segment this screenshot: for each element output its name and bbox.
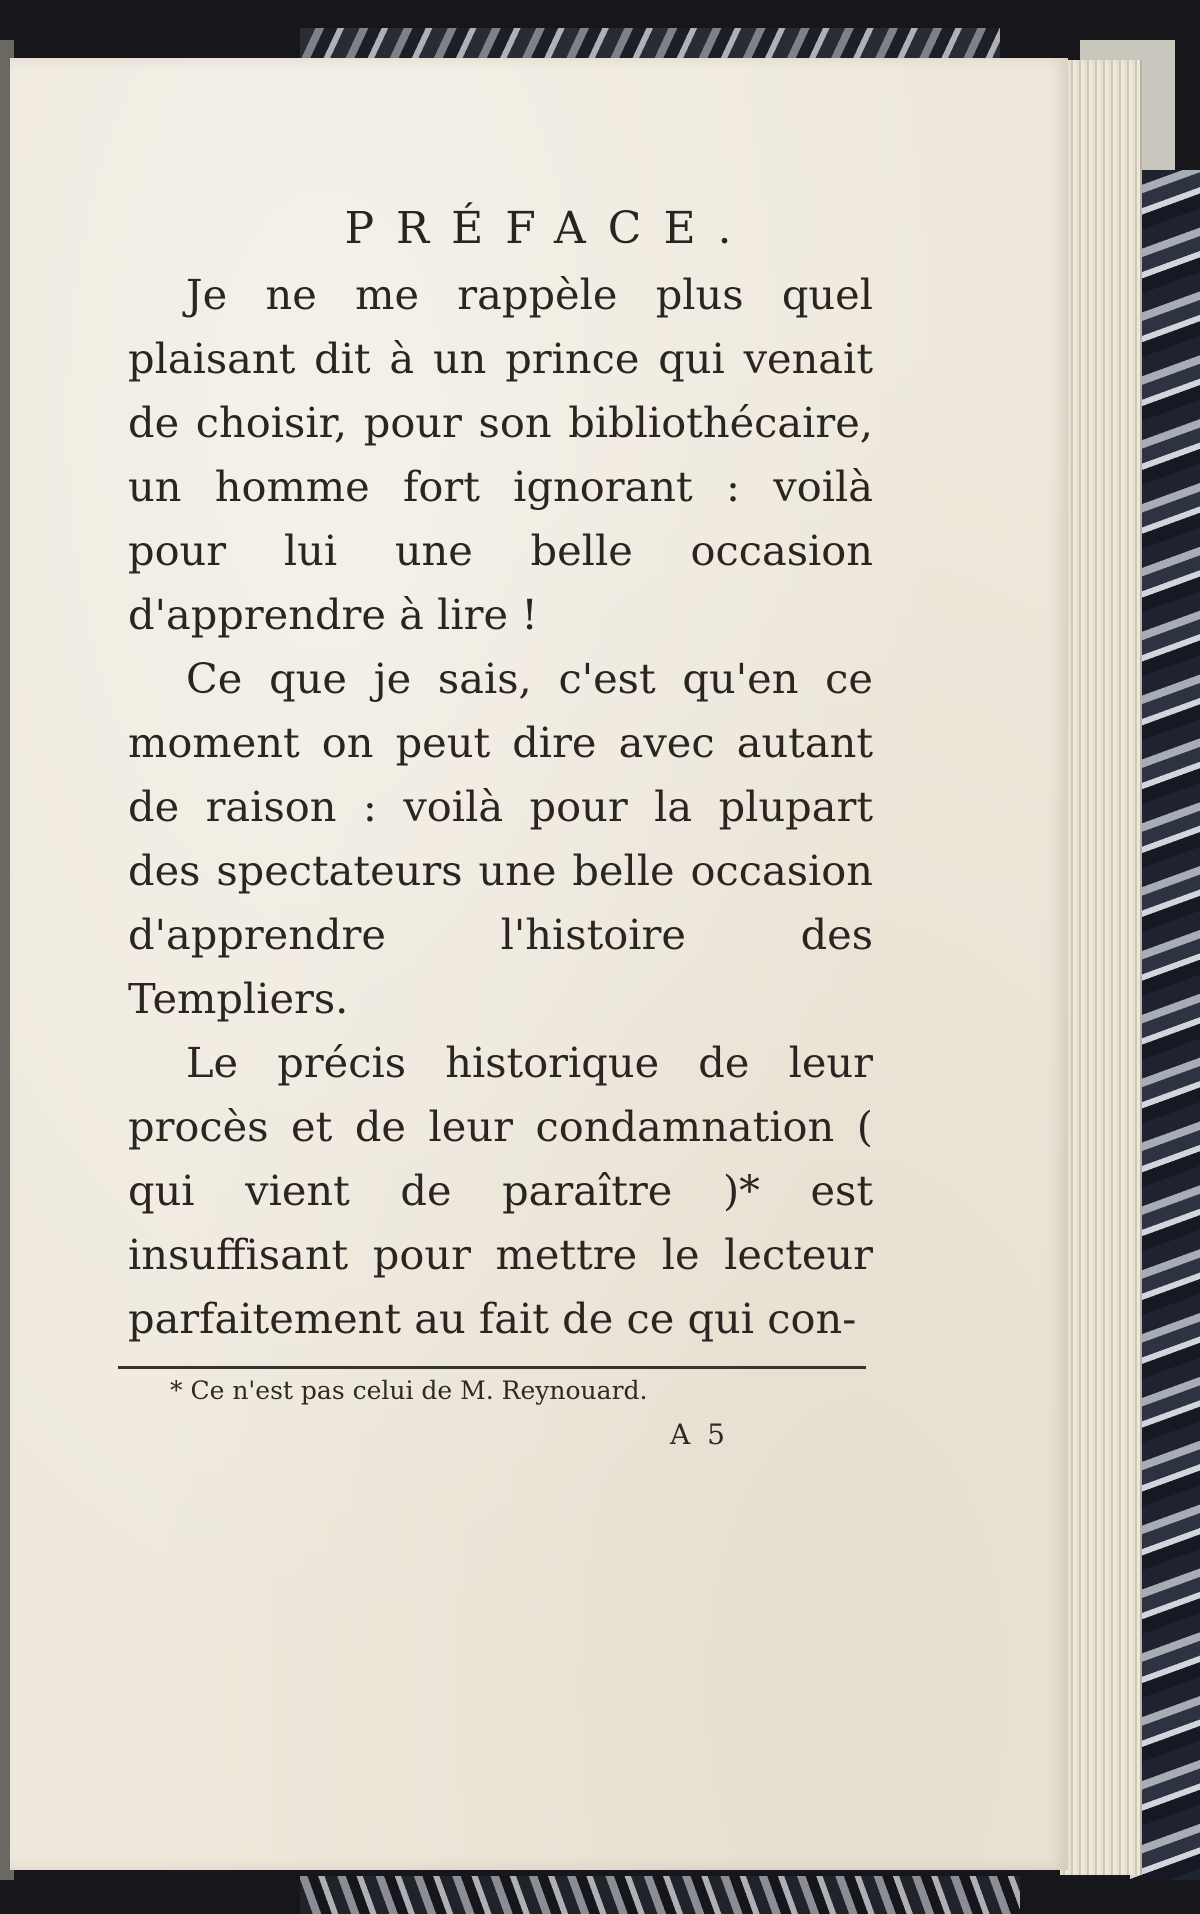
footnote-rule — [118, 1366, 866, 1369]
paragraph-1: Je ne me rappèle plus quel plaisant dit à un prince qui venait de choisir, pour son bibliothécaire, un homme fort ignorant : voilà pour lui une belle occasion d'apprendre à lire ! — [128, 270, 873, 639]
page-block-edges — [1060, 60, 1142, 1875]
signature-mark: A 5 — [670, 1418, 729, 1451]
marbled-cover-bottom — [300, 1876, 1020, 1914]
footnote: * Ce n'est pas celui de M. Reynouard. — [170, 1376, 648, 1405]
page-title: PRÉFACE. — [344, 203, 754, 254]
book-page — [10, 58, 1068, 1870]
paragraph-2: Ce que je sais, c'est qu'en ce moment on peut dire avec autant de raison : voilà pour la plupart des spectateurs une belle occasion d'apprendre l'histoire des Templiers. — [128, 654, 873, 1023]
paragraph-3: Le précis historique de leur procès et de leur condamnation ( qui vient de paraître )* est insuffisant pour mettre le lecteur parfaitement au fait de ce qui con- — [128, 1038, 873, 1343]
body-text — [128, 263, 873, 1351]
